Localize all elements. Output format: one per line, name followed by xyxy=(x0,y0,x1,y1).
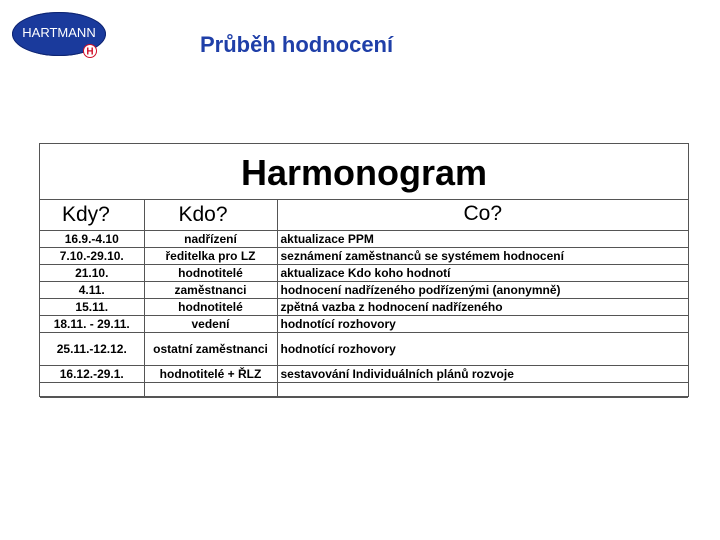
cell-kdy: 25.11.-12.12. xyxy=(40,333,144,366)
empty-cell xyxy=(144,383,277,398)
cell-co: seznámení zaměstnanců se systémem hodnocení xyxy=(277,248,688,265)
cell-kdy: 16.12.-29.1. xyxy=(40,366,144,383)
page-title: Průběh hodnocení xyxy=(200,32,394,57)
cell-kdy: 7.10.-29.10. xyxy=(40,248,144,265)
cell-kdy: 21.10. xyxy=(40,265,144,282)
cell-kdo: nadřízení xyxy=(144,231,277,248)
header-kdo: Kdo? xyxy=(144,200,277,231)
empty-cell xyxy=(277,383,688,398)
table-row xyxy=(40,333,688,366)
cell-co: hodnocení nadřízeného podřízenými (anonymně) xyxy=(277,282,688,299)
empty-cell xyxy=(40,383,144,398)
table-row xyxy=(40,316,688,333)
cell-kdo: hodnotitelé + ŘLZ xyxy=(144,366,277,383)
table-row xyxy=(40,366,688,383)
table-row xyxy=(40,248,688,265)
cell-kdy: 16.9.-4.10 xyxy=(40,231,144,248)
cell-kdo: vedení xyxy=(144,316,277,333)
cell-kdo: zaměstnanci xyxy=(144,282,277,299)
schedule-grid xyxy=(40,199,688,398)
cell-kdy: 4.11. xyxy=(40,282,144,299)
header-co: Co? xyxy=(277,200,688,231)
header-row xyxy=(40,200,688,231)
cell-kdo: ostatní zaměstnanci xyxy=(144,333,277,366)
cell-co: zpětná vazba z hodnocení nadřízeného xyxy=(277,299,688,316)
cell-kdo: hodnotitelé xyxy=(144,265,277,282)
table-row xyxy=(40,299,688,316)
cell-kdo: hodnotitelé xyxy=(144,299,277,316)
cell-co: aktualizace Kdo koho hodnotí xyxy=(277,265,688,282)
harmonogram-title: Harmonogram xyxy=(40,144,688,200)
empty-row xyxy=(40,383,688,398)
cell-co: aktualizace PPM xyxy=(277,231,688,248)
table-row xyxy=(40,231,688,248)
table-row xyxy=(40,282,688,299)
svg-text:H: H xyxy=(86,46,94,58)
cell-co: hodnotící rozhovory xyxy=(277,333,688,366)
harmonogram-table xyxy=(39,143,689,397)
header-kdy: Kdy? xyxy=(40,200,144,231)
cell-kdy: 18.11. - 29.11. xyxy=(40,316,144,333)
cell-co: sestavování Individuálních plánů rozvoje xyxy=(277,366,688,383)
cell-kdo: ředitelka pro LZ xyxy=(144,248,277,265)
cell-co: hodnotící rozhovory xyxy=(277,316,688,333)
logo-cross-icon xyxy=(83,44,97,58)
hartmann-logo xyxy=(12,12,108,60)
cell-kdy: 15.11. xyxy=(40,299,144,316)
logo-text: HARTMANN xyxy=(22,25,96,40)
table-row xyxy=(40,265,688,282)
